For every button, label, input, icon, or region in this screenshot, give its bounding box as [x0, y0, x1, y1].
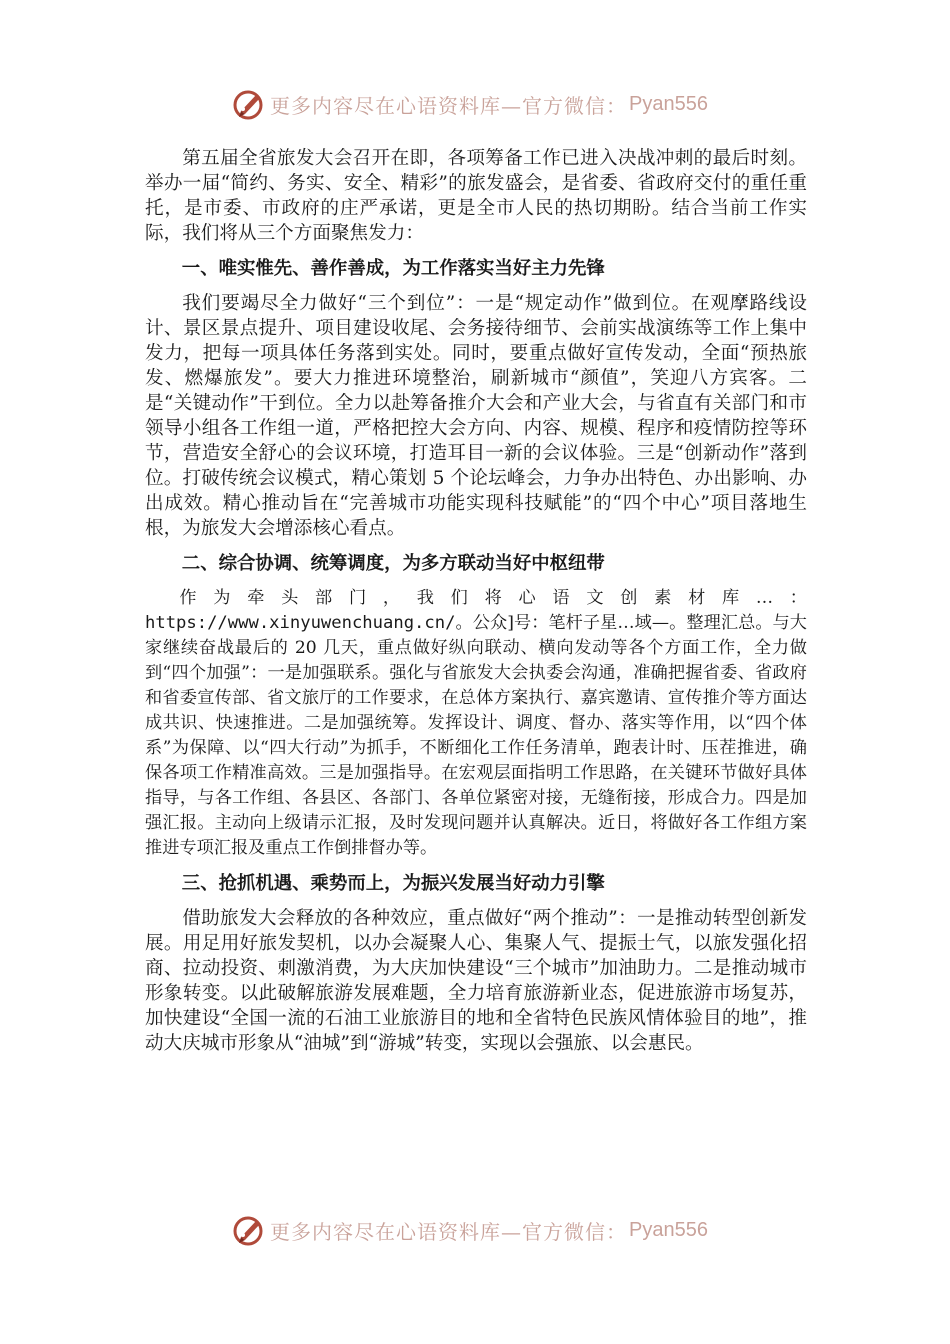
- watermark-slogan: 更多内容尽在心语资料库—官方微信：: [270, 93, 627, 118]
- intro-paragraph: 第五届全省旅发大会召开在即，各项筹备工作已进入决战冲刺的最后时刻。举办一届“简约、务实、安全、精彩”的旅发盛会，是省委、省政府交付的重任重托，是市委、市政府的庄严承诺，更是全市人民的热切期盼。结合当前工作实际，我们将从三个方面聚焦发力：: [145, 148, 807, 244]
- header-watermark: [232, 86, 712, 122]
- section-2-body: [145, 586, 807, 861]
- section-2-lead: 作为牵头部门，我们将心语文创素材库…：: [179, 588, 807, 608]
- document-body: [145, 146, 807, 1056]
- watermark-handle: Pyan556: [629, 1218, 708, 1241]
- footer-watermark: [232, 1212, 712, 1248]
- watermark-slogan: 更多内容尽在心语资料库—官方微信：: [270, 1219, 627, 1244]
- section-3-heading: 三、抢抓机遇、乘势而上，为振兴发展当好动力引擎: [181, 873, 605, 894]
- section-2-text: 。公众]号：笔杆子星…域—。整理汇总。与大家继续奋战最后的 20 几天，重点做好纵向联动、横向发动等各个方面工作，全力做到“四个加强”：一是加强联系。强化与省旅发大会执委会沟通，准确把握省委、省政府和省委宣传部、省文旅厅的工作要求，在总体方案执行、嘉宾邀请、宣传推介等方面达成共识、快速推进。二是加强统筹。发挥设计、调度、督办、落实等作用，以“四个体系”为保障、以“四大行动”为抓手，不断细化工作任务清单，跑表计时、压茬推进，确保各项工作精准高效。三是加强指导。在宏观层面指明工作思路，在关键环节做好具体指导，与各工作组、各县区、各部门、各单位紧密对接，无缝衔接，形成合力。四是加强汇报。主动向上级请示汇报，及时发现问题并认真解决。近日，将做好各工作组方案推进专项汇报及重点工作倒排督办等。: [145, 613, 807, 858]
- watermark-handle: Pyan556: [629, 92, 708, 115]
- section-2-url: https://www.xinyuwenchuang.cn/: [145, 613, 456, 633]
- section-1-heading: 一、唯实惟先、善作善成，为工作落实当好主力先锋: [181, 258, 605, 279]
- pen-circle-logo-icon: [232, 87, 266, 121]
- pen-circle-logo-icon: [232, 1213, 266, 1247]
- section-3-body: 借助旅发大会释放的各种效应，重点做好“两个推动”：一是推动转型创新发展。用足用好旅发契机，以办会凝聚人心、集聚人气、提振士气，以旅发强化招商、拉动投资、刺激消费，为大庆加快建设“三个城市”加油助力。二是推动城市形象转变。以此破解旅游发展难题，全力培育旅游新业态，促进旅游市场复苏，加快建设“全国一流的石油工业旅游目的地和全省特色民族风情体验目的地”，推动大庆城市形象从“油城”到“游城”转变，实现以会强旅、以会惠民。: [145, 908, 807, 1054]
- section-2-heading: 二、综合协调、统筹调度，为多方联动当好中枢纽带: [181, 553, 605, 574]
- section-1-body: 我们要竭尽全力做好“三个到位”：一是“规定动作”做到位。在观摩路线设计、景区景点提升、项目建设收尾、会务接待细节、会前实战演练等工作上集中发力，把每一项具体任务落到实处。同时，要重点做好宣传发动，全面“预热旅发、燃爆旅发”。要大力推进环境整治，刷新城市“颜值”，笑迎八方宾客。二是“关键动作”干到位。全力以赴筹备推介大会和产业大会，与省直有关部门和市领导小组各工作组一道，严格把控大会方向、内容、规模、程序和疫情防控等环节，营造安全舒心的会议环境，打造耳目一新的会议体验。三是“创新动作”落到位。打破传统会议模式，精心策划 5 个论坛峰会，力争办出特色、办出影响、办出成效。精心推动旨在“完善城市功能实现科技赋能”的“四个中心”项目落地生根，为旅发大会增添核心看点。: [145, 293, 807, 539]
